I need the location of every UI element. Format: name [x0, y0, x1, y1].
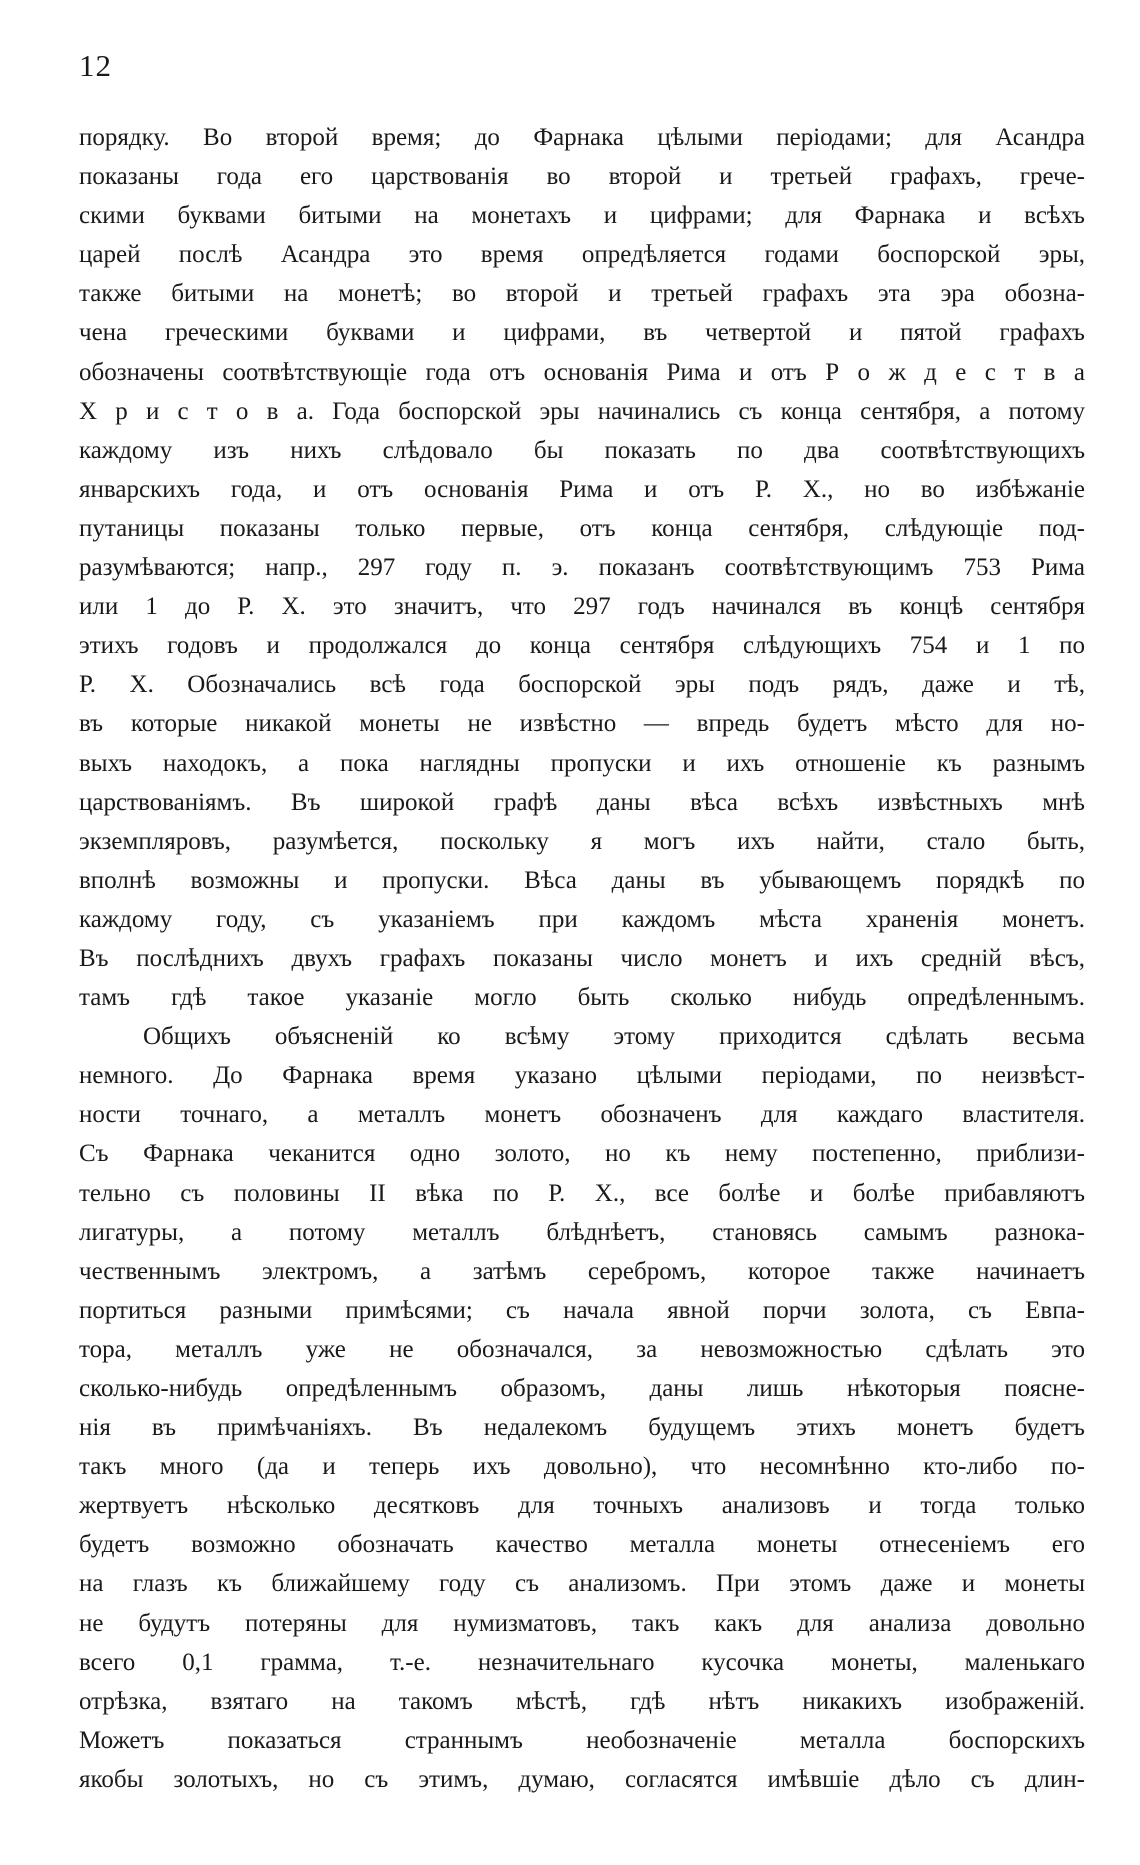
text-line: каждому году, съ указаніемъ при каждомъ мѣста храненія монетъ.: [79, 905, 1085, 933]
text-line: такъ много (да и теперь ихъ довольно), что несомнѣнно кто-либо по-: [79, 1453, 1085, 1481]
text-line: жертвуетъ нѣсколько десятковъ для точныхъ анализовъ и тогда только: [79, 1492, 1085, 1520]
page-number: 12: [79, 48, 112, 83]
text-line: царствованіямъ. Въ широкой графѣ даны вѣса всѣхъ извѣстныхъ мнѣ: [79, 788, 1085, 816]
text-line: показаны года его царствованія во второй и третьей графахъ, грече-: [79, 163, 1085, 191]
text-line: ности точнаго, а металлъ монетъ обозначенъ для каждаго властителя.: [79, 1101, 1085, 1129]
text-line: въ которые никакой монеты не извѣстно — впредь будетъ мѣсто для но-: [79, 710, 1085, 738]
text-line: Х р и с т о в а. Года боспорской эры начинались съ конца сентября, а потому: [79, 397, 1085, 425]
text-line: не будутъ потеряны для нумизматовъ, такъ какъ для анализа довольно: [79, 1609, 1085, 1637]
text-line: экземпляровъ, разумѣется, поскольку я могъ ихъ найти, стало быть,: [79, 827, 1085, 855]
text-line: лигатуры, а потому металлъ блѣднѣетъ, становясь самымъ разнока-: [79, 1218, 1085, 1246]
text-line: Можетъ показаться страннымъ необозначеніе металла боспорскихъ: [79, 1726, 1085, 1754]
text-line: вполнѣ возможны и пропуски. Вѣса даны въ убывающемъ порядкѣ по: [79, 866, 1085, 894]
text-line: Въ послѣднихъ двухъ графахъ показаны число монетъ и ихъ средній вѣсъ,: [79, 944, 1085, 972]
text-line: январскихъ года, и отъ основанія Рима и отъ Р. Х., но во избѣжаніе: [79, 475, 1085, 503]
text-line: тельно съ половины II вѣка по Р. Х., все болѣе и болѣе прибавляютъ: [79, 1179, 1085, 1207]
text-line: Общихъ объясненій ко всѣму этому приходится сдѣлать весьма: [143, 1023, 1085, 1051]
text-line: на глазъ къ ближайшему году съ анализомъ. При этомъ даже и монеты: [79, 1570, 1085, 1598]
text-line: выхъ находокъ, а пока наглядны пропуски и ихъ отношеніе къ разнымъ: [79, 749, 1085, 777]
text-line: или 1 до Р. Х. это значитъ, что 297 годъ начинался въ концѣ сентября: [79, 593, 1085, 621]
text-line: Съ Фарнака чеканится одно золото, но къ нему постепенно, приблизи-: [79, 1140, 1085, 1168]
text-line: чественнымъ электромъ, а затѣмъ серебромъ, которое также начинаетъ: [79, 1257, 1085, 1285]
text-line: обозначены соотвѣтствующіе года отъ основанія Рима и отъ Р о ж д е с т в а: [79, 358, 1085, 386]
text-line: немного. До Фарнака время указано цѣлыми періодами, по неизвѣст-: [79, 1062, 1085, 1090]
text-line: каждому изъ нихъ слѣдовало бы показать по два соотвѣтствующихъ: [79, 436, 1085, 464]
text-line: царей послѣ Асандра это время опредѣляется годами боспорской эры,: [79, 241, 1085, 269]
text-line: порядку. Во второй время; до Фарнака цѣлыми періодами; для Асандра: [79, 124, 1085, 151]
text-line: портиться разными примѣсями; съ начала явной порчи золота, съ Евпа-: [79, 1296, 1085, 1324]
text-line: разумѣваются; напр., 297 году п. э. показанъ соотвѣтствующимъ 753 Рима: [79, 554, 1085, 582]
text-line: этихъ годовъ и продолжался до конца сентября слѣдующихъ 754 и 1 по: [79, 632, 1085, 660]
text-line: тамъ гдѣ такое указаніе могло быть сколько нибудь опредѣленнымъ.: [79, 984, 1085, 1012]
text-line: Р. Х. Обозначались всѣ года боспорской эры подъ рядъ, даже и тѣ,: [79, 671, 1085, 699]
text-line: путаницы показаны только первые, отъ конца сентября, слѣдующіе под-: [79, 514, 1085, 542]
text-line: нія въ примѣчаніяхъ. Въ недалекомъ будущемъ этихъ монетъ будетъ: [79, 1414, 1085, 1442]
text-line: всего 0,1 грамма, т.-е. незначительнаго кусочка монеты, маленькаго: [79, 1648, 1085, 1676]
text-line: также битыми на монетѣ; во второй и третьей графахъ эта эра обозна-: [79, 280, 1085, 308]
text-line: чена греческими буквами и цифрами, въ четвертой и пятой графахъ: [79, 319, 1085, 347]
text-line: скими буквами битыми на монетахъ и цифрами; для Фарнака и всѣхъ: [79, 202, 1085, 230]
text-line: сколько-нибудь опредѣленнымъ образомъ, даны лишь нѣкоторыя поясне-: [79, 1375, 1085, 1402]
text-line: якобы золотыхъ, но съ этимъ, думаю, согласятся имѣвшіе дѣло съ длин-: [79, 1765, 1085, 1793]
text-line: тора, металлъ уже не обозначался, за невозможностью сдѣлать это: [79, 1335, 1085, 1363]
text-line: отрѣзка, взятаго на такомъ мѣстѣ, гдѣ нѣтъ никакихъ изображеній.: [79, 1687, 1085, 1715]
body-text: [79, 118, 1085, 1799]
text-line: будетъ возможно обозначать качество металла монеты отнесеніемъ его: [79, 1531, 1085, 1559]
